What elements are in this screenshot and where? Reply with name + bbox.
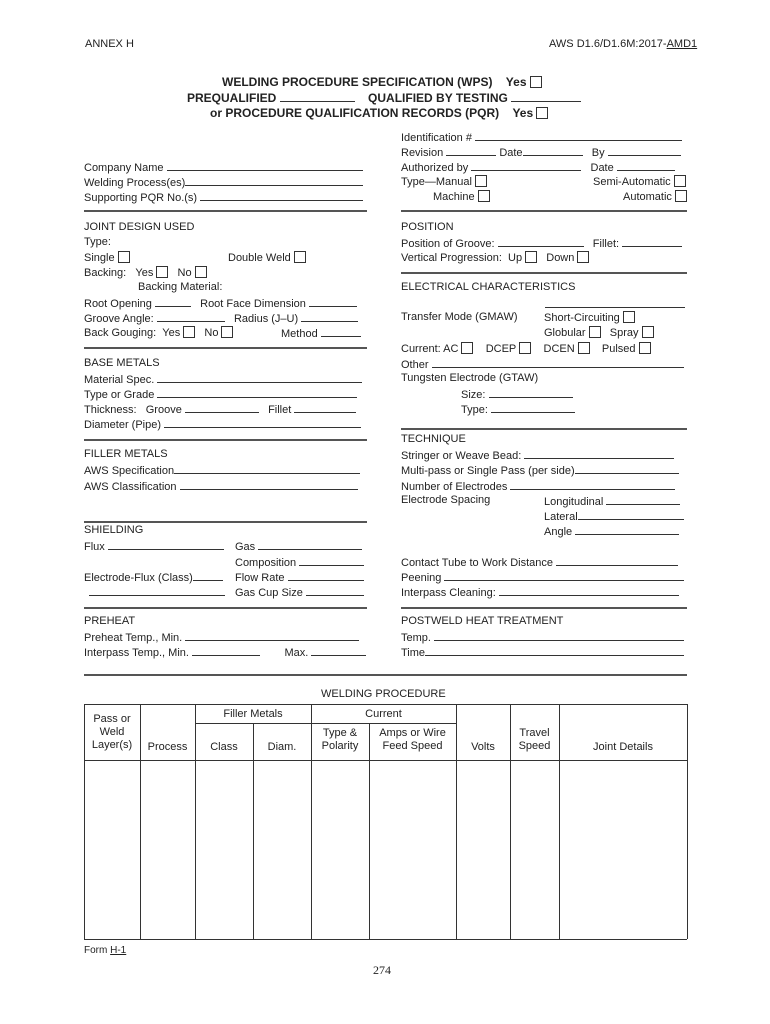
joint-type-label: Type: bbox=[84, 236, 111, 248]
down-label: Down bbox=[546, 252, 575, 264]
contact-tube-row bbox=[401, 555, 678, 570]
interpass-cleaning-field[interactable] bbox=[499, 585, 679, 596]
globular-checkbox[interactable] bbox=[589, 326, 601, 338]
form-id: H-1 bbox=[110, 945, 127, 956]
col-travel-line2: Speed bbox=[518, 740, 551, 752]
type-grade-label: Type or Grade bbox=[84, 389, 155, 401]
gas-cup-label: Gas Cup Size bbox=[235, 587, 303, 599]
aws-spec-field[interactable] bbox=[174, 463, 360, 474]
globular-spray-row bbox=[544, 326, 654, 340]
longitudinal-label: Longitudinal bbox=[544, 496, 604, 508]
header-rule bbox=[84, 760, 687, 761]
semi-auto-checkbox[interactable] bbox=[674, 175, 686, 187]
up-checkbox[interactable] bbox=[525, 251, 537, 263]
electrical-blank-row bbox=[545, 297, 685, 312]
short-circuiting-row bbox=[544, 311, 635, 325]
max-field[interactable] bbox=[311, 645, 366, 656]
revision-row bbox=[401, 145, 681, 160]
supporting-pqr-field[interactable] bbox=[200, 190, 363, 201]
col-joint-details: Joint Details bbox=[593, 741, 653, 753]
welding-process-field[interactable] bbox=[185, 175, 363, 186]
revision-field[interactable] bbox=[446, 145, 496, 156]
gas-cup-row bbox=[235, 585, 364, 600]
thickness-groove-label: Groove bbox=[145, 404, 182, 416]
col-pass bbox=[84, 713, 140, 752]
backing-label: Backing: bbox=[84, 267, 127, 279]
authorized-date-label: Date bbox=[590, 162, 614, 174]
vertical-progression-label: Vertical Progression: bbox=[401, 252, 502, 264]
electrical-heading: ELECTRICAL CHARACTERISTICS bbox=[401, 281, 576, 293]
base-metals-heading: BASE METALS bbox=[84, 357, 160, 369]
pqr-yes-checkbox[interactable] bbox=[536, 107, 548, 119]
double-weld-label: Double Weld bbox=[228, 252, 291, 264]
interpass-temp-row bbox=[84, 645, 366, 660]
col-process: Process bbox=[147, 741, 188, 753]
root-face-label: Root Face Dimension bbox=[200, 298, 306, 310]
col-pass-line2: Weld bbox=[99, 726, 125, 738]
stringer-row bbox=[401, 448, 674, 463]
angle-row bbox=[544, 524, 679, 539]
divider bbox=[401, 607, 687, 609]
form-label bbox=[84, 944, 126, 957]
contact-tube-field[interactable] bbox=[556, 555, 678, 566]
welding-process-label: Welding Process(es) bbox=[84, 177, 186, 189]
col-type-polarity bbox=[311, 727, 369, 753]
divider bbox=[84, 607, 367, 609]
gouging-yes-label: Yes bbox=[162, 327, 181, 339]
single-checkbox[interactable] bbox=[118, 251, 130, 263]
angle-label: Angle bbox=[544, 526, 573, 538]
vertical-progression-row bbox=[401, 251, 589, 265]
tungsten-type-row bbox=[461, 402, 575, 417]
preheat-temp-row bbox=[84, 630, 359, 645]
double-weld-row bbox=[228, 251, 306, 265]
short-circuiting-label: Short-Circuiting bbox=[544, 312, 620, 324]
col-type-line1: Type & bbox=[322, 727, 358, 739]
root-opening-label: Root Opening bbox=[84, 298, 152, 310]
composition-label: Composition bbox=[235, 557, 297, 569]
tungsten-type-label: Type: bbox=[461, 404, 488, 416]
column-rule bbox=[456, 704, 457, 939]
aws-class-label: AWS Classification bbox=[84, 481, 177, 493]
electrode-flux-label: Electrode-Flux (Class) bbox=[84, 572, 193, 584]
current-row bbox=[401, 342, 651, 356]
diameter-row bbox=[84, 417, 361, 432]
fillet-position-label: Fillet: bbox=[592, 238, 620, 250]
longitudinal-row bbox=[544, 494, 680, 509]
revision-date-label: Date bbox=[499, 147, 523, 159]
multipass-field[interactable] bbox=[575, 463, 679, 474]
column-rule bbox=[369, 723, 370, 939]
page-number: 274 bbox=[373, 963, 391, 977]
aws-spec-row bbox=[84, 463, 360, 478]
authorized-date-field[interactable] bbox=[617, 160, 675, 171]
divider bbox=[401, 272, 687, 274]
dcen-label: DCEN bbox=[543, 343, 575, 355]
interpass-cleaning-label: Interpass Cleaning: bbox=[401, 587, 496, 599]
authorized-label: Authorized by bbox=[401, 162, 469, 174]
automatic-label: Automatic bbox=[623, 191, 672, 203]
radius-field[interactable] bbox=[301, 311, 358, 322]
procedure-heading: WELDING PROCEDURE bbox=[321, 688, 446, 700]
gas-label: Gas bbox=[235, 541, 256, 553]
backing-material-label: Backing Material: bbox=[138, 281, 223, 293]
col-diam: Diam. bbox=[267, 741, 297, 753]
angle-field[interactable] bbox=[575, 524, 679, 535]
gas-cup-field[interactable] bbox=[306, 585, 364, 596]
title-yes2: Yes bbox=[512, 106, 534, 120]
gas-row bbox=[235, 539, 362, 554]
col-pass-line3: Layer(s) bbox=[91, 739, 133, 751]
by-label: By bbox=[591, 147, 605, 159]
num-electrodes-label: Number of Electrodes bbox=[401, 481, 508, 493]
col-filler-metals: Filler Metals bbox=[223, 708, 283, 720]
title-line1 bbox=[222, 76, 542, 89]
groove-angle-label: Groove Angle: bbox=[84, 313, 154, 325]
machine-row bbox=[433, 190, 490, 204]
type-grade-field[interactable] bbox=[157, 387, 357, 398]
form-text: Form bbox=[84, 945, 108, 956]
divider bbox=[84, 674, 687, 676]
interpass-cleaning-row bbox=[401, 585, 679, 600]
electrode-flux-blank-field[interactable] bbox=[89, 585, 225, 596]
machine-label: Machine bbox=[433, 191, 475, 203]
shielding-heading: SHIELDING bbox=[84, 524, 144, 536]
code-reference bbox=[549, 38, 697, 51]
title-pqr: or PROCEDURE QUALIFICATION RECORDS (PQR) bbox=[210, 106, 500, 120]
company-name-field[interactable] bbox=[167, 160, 363, 171]
other-field[interactable] bbox=[432, 357, 684, 368]
gouging-no-label: No bbox=[204, 327, 219, 339]
thickness-row bbox=[84, 402, 356, 417]
num-electrodes-field[interactable] bbox=[510, 479, 675, 490]
multipass-row bbox=[401, 463, 679, 478]
backing-no-checkbox[interactable] bbox=[195, 266, 207, 278]
col-class: Class bbox=[210, 741, 238, 753]
welding-process-row bbox=[84, 175, 363, 190]
header-rule bbox=[311, 723, 456, 724]
divider bbox=[84, 347, 367, 349]
backing-yes-label: Yes bbox=[135, 267, 154, 279]
supporting-pqr-row bbox=[84, 190, 363, 205]
backing-row bbox=[84, 266, 207, 280]
table-border bbox=[687, 704, 688, 939]
title-prequalified: PREQUALIFIED bbox=[187, 91, 277, 105]
technique-heading: TECHNIQUE bbox=[401, 433, 466, 445]
col-travel-line1: Travel bbox=[519, 727, 550, 739]
code-amd: AMD1 bbox=[666, 38, 698, 50]
composition-row bbox=[235, 555, 364, 570]
joint-design-heading: JOINT DESIGN USED bbox=[84, 221, 195, 233]
table-border bbox=[84, 939, 687, 940]
type-grade-row bbox=[84, 387, 357, 402]
identification-row bbox=[401, 130, 682, 145]
col-pass-line1: Pass or bbox=[93, 713, 131, 725]
fillet-position-field[interactable] bbox=[622, 236, 682, 247]
electrical-blank-field[interactable] bbox=[545, 297, 685, 308]
manual-checkbox[interactable] bbox=[475, 175, 487, 187]
pwht-time-field[interactable] bbox=[425, 645, 684, 656]
divider bbox=[401, 210, 687, 212]
thickness-fillet-field[interactable] bbox=[294, 402, 356, 413]
automatic-row bbox=[623, 190, 687, 204]
pwht-time-label: Time bbox=[401, 647, 426, 659]
title-line3 bbox=[210, 107, 548, 120]
max-label: Max. bbox=[284, 647, 309, 659]
stringer-label: Stringer or Weave Bead: bbox=[401, 450, 522, 462]
flux-field[interactable] bbox=[108, 539, 224, 550]
single-label: Single bbox=[84, 252, 115, 264]
diameter-label: Diameter (Pipe) bbox=[84, 419, 162, 431]
title-line2 bbox=[187, 91, 581, 105]
tungsten-label: Tungsten Electrode (GTAW) bbox=[401, 372, 539, 384]
aws-class-field[interactable] bbox=[180, 479, 358, 490]
pulsed-label: Pulsed bbox=[601, 343, 636, 355]
divider bbox=[84, 439, 367, 441]
tungsten-size-label: Size: bbox=[461, 389, 486, 401]
col-type-line2: Polarity bbox=[321, 740, 359, 752]
divider bbox=[84, 210, 367, 212]
composition-field[interactable] bbox=[299, 555, 364, 566]
company-name-row bbox=[84, 160, 363, 175]
title-wps: WELDING PROCEDURE SPECIFICATION (WPS) bbox=[222, 75, 493, 89]
col-volts: Volts bbox=[471, 741, 495, 753]
type-manual-row bbox=[401, 175, 487, 189]
flux-row bbox=[84, 539, 224, 554]
lateral-row bbox=[544, 509, 684, 524]
gouging-no-checkbox[interactable] bbox=[221, 326, 233, 338]
dcep-checkbox[interactable] bbox=[519, 342, 531, 354]
double-weld-checkbox[interactable] bbox=[294, 251, 306, 263]
material-spec-label: Material Spec. bbox=[84, 374, 155, 386]
preheat-temp-label: Preheat Temp., Min. bbox=[84, 632, 183, 644]
title-qualified: QUALIFIED BY TESTING bbox=[368, 91, 508, 105]
prequalified-field[interactable] bbox=[280, 91, 355, 102]
pwht-temp-row bbox=[401, 630, 684, 645]
identification-label: Identification # bbox=[401, 132, 472, 144]
gouging-yes-checkbox[interactable] bbox=[183, 326, 195, 338]
col-current: Current bbox=[365, 708, 402, 720]
pulsed-checkbox[interactable] bbox=[639, 342, 651, 354]
groove-position-row bbox=[401, 236, 682, 251]
wps-yes-checkbox[interactable] bbox=[530, 76, 542, 88]
qualified-field[interactable] bbox=[511, 91, 581, 102]
thickness-fillet-label: Fillet bbox=[268, 404, 292, 416]
interpass-temp-label: Interpass Temp., Min. bbox=[84, 647, 189, 659]
authorized-row bbox=[401, 160, 675, 175]
longitudinal-field[interactable] bbox=[606, 494, 680, 505]
col-travel-speed bbox=[510, 727, 559, 753]
other-row bbox=[401, 357, 684, 372]
transfer-mode-label: Transfer Mode (GMAW) bbox=[401, 311, 518, 323]
flow-rate-label: Flow Rate bbox=[235, 572, 285, 584]
peening-row bbox=[401, 570, 684, 585]
peening-field[interactable] bbox=[444, 570, 684, 581]
dcep-label: DCEP bbox=[485, 343, 517, 355]
contact-tube-label: Contact Tube to Work Distance bbox=[401, 557, 554, 569]
down-checkbox[interactable] bbox=[577, 251, 589, 263]
short-circuiting-checkbox[interactable] bbox=[623, 311, 635, 323]
tungsten-size-field[interactable] bbox=[489, 387, 573, 398]
by-field[interactable] bbox=[608, 145, 681, 156]
method-field[interactable] bbox=[321, 326, 361, 337]
divider bbox=[401, 428, 687, 430]
column-rule bbox=[559, 704, 560, 939]
semi-auto-label: Semi-Automatic bbox=[593, 176, 671, 188]
current-ac-label: Current: AC bbox=[401, 343, 459, 355]
annex-label: ANNEX H bbox=[85, 38, 134, 50]
electrode-flux-row bbox=[84, 570, 223, 585]
lateral-label: Lateral bbox=[544, 511, 578, 523]
column-rule bbox=[140, 704, 141, 939]
flow-rate-row bbox=[235, 570, 364, 585]
revision-date-field[interactable] bbox=[523, 145, 583, 156]
automatic-checkbox[interactable] bbox=[675, 190, 687, 202]
stringer-field[interactable] bbox=[524, 448, 674, 459]
ac-checkbox[interactable] bbox=[461, 342, 473, 354]
col-amps-line1: Amps or Wire bbox=[379, 727, 446, 739]
thickness-label: Thickness: bbox=[84, 404, 137, 416]
num-electrodes-row bbox=[401, 479, 675, 494]
groove-angle-row bbox=[84, 311, 358, 326]
electrode-flux-blank-row bbox=[89, 585, 225, 600]
col-amps-line2: Feed Speed bbox=[382, 740, 443, 752]
divider bbox=[84, 521, 367, 523]
diameter-field[interactable] bbox=[164, 417, 361, 428]
revision-label: Revision bbox=[401, 147, 444, 159]
backing-no-label: No bbox=[177, 267, 192, 279]
material-spec-row bbox=[84, 372, 362, 387]
tungsten-size-row bbox=[461, 387, 573, 402]
thickness-groove-field[interactable] bbox=[185, 402, 259, 413]
method-label: Method bbox=[281, 328, 318, 340]
supporting-pqr-label: Supporting PQR No.(s) bbox=[84, 192, 198, 204]
company-name-label: Company Name bbox=[84, 162, 164, 174]
spray-checkbox[interactable] bbox=[642, 326, 654, 338]
identification-field[interactable] bbox=[475, 130, 682, 141]
back-gouging-row bbox=[84, 326, 233, 340]
dcen-checkbox[interactable] bbox=[578, 342, 590, 354]
peening-label: Peening bbox=[401, 572, 442, 584]
groove-position-field[interactable] bbox=[498, 236, 584, 247]
method-row bbox=[281, 326, 361, 341]
table-border bbox=[84, 704, 687, 705]
authorized-field[interactable] bbox=[471, 160, 581, 171]
root-face-field[interactable] bbox=[309, 296, 357, 307]
root-opening-field[interactable] bbox=[155, 296, 191, 307]
single-row bbox=[84, 251, 130, 265]
groove-angle-field[interactable] bbox=[157, 311, 225, 322]
spray-label: Spray bbox=[609, 327, 639, 339]
back-gouging-label: Back Gouging: bbox=[84, 327, 157, 339]
other-label: Other bbox=[401, 359, 429, 371]
aws-class-row bbox=[84, 479, 358, 494]
pwht-heading: POSTWELD HEAT TREATMENT bbox=[401, 615, 564, 627]
filler-heading: FILLER METALS bbox=[84, 448, 168, 460]
type-manual-label: Type—Manual bbox=[401, 176, 472, 188]
multipass-label: Multi-pass or Single Pass (per side) bbox=[401, 465, 575, 477]
position-heading: POSITION bbox=[401, 221, 454, 233]
column-rule bbox=[253, 723, 254, 939]
machine-checkbox[interactable] bbox=[478, 190, 490, 202]
preheat-temp-field[interactable] bbox=[185, 630, 359, 641]
lateral-field[interactable] bbox=[578, 509, 684, 520]
electrode-spacing-label: Electrode Spacing bbox=[401, 494, 491, 506]
tungsten-type-field[interactable] bbox=[491, 402, 575, 413]
pwht-temp-field[interactable] bbox=[434, 630, 684, 641]
material-spec-field[interactable] bbox=[157, 372, 362, 383]
flow-rate-field[interactable] bbox=[288, 570, 364, 581]
interpass-temp-field[interactable] bbox=[192, 645, 260, 656]
groove-position-label: Position of Groove: bbox=[401, 238, 495, 250]
radius-label: Radius (J–U) bbox=[233, 313, 299, 325]
col-amps bbox=[369, 727, 456, 753]
aws-spec-label: AWS Specification bbox=[84, 465, 175, 477]
column-rule bbox=[195, 704, 196, 939]
root-opening-row bbox=[84, 296, 357, 311]
pwht-temp-label: Temp. bbox=[401, 632, 431, 644]
up-label: Up bbox=[508, 252, 523, 264]
electrode-flux-field[interactable] bbox=[193, 570, 223, 581]
backing-yes-checkbox[interactable] bbox=[156, 266, 168, 278]
code-text: AWS D1.6/D1.6M:2017- bbox=[549, 38, 667, 50]
semi-auto-row bbox=[593, 175, 686, 189]
globular-label: Globular bbox=[544, 327, 586, 339]
pwht-time-row bbox=[401, 645, 684, 660]
title-yes1: Yes bbox=[505, 75, 527, 89]
gas-field[interactable] bbox=[258, 539, 362, 550]
preheat-heading: PREHEAT bbox=[84, 615, 136, 627]
flux-label: Flux bbox=[84, 541, 105, 553]
